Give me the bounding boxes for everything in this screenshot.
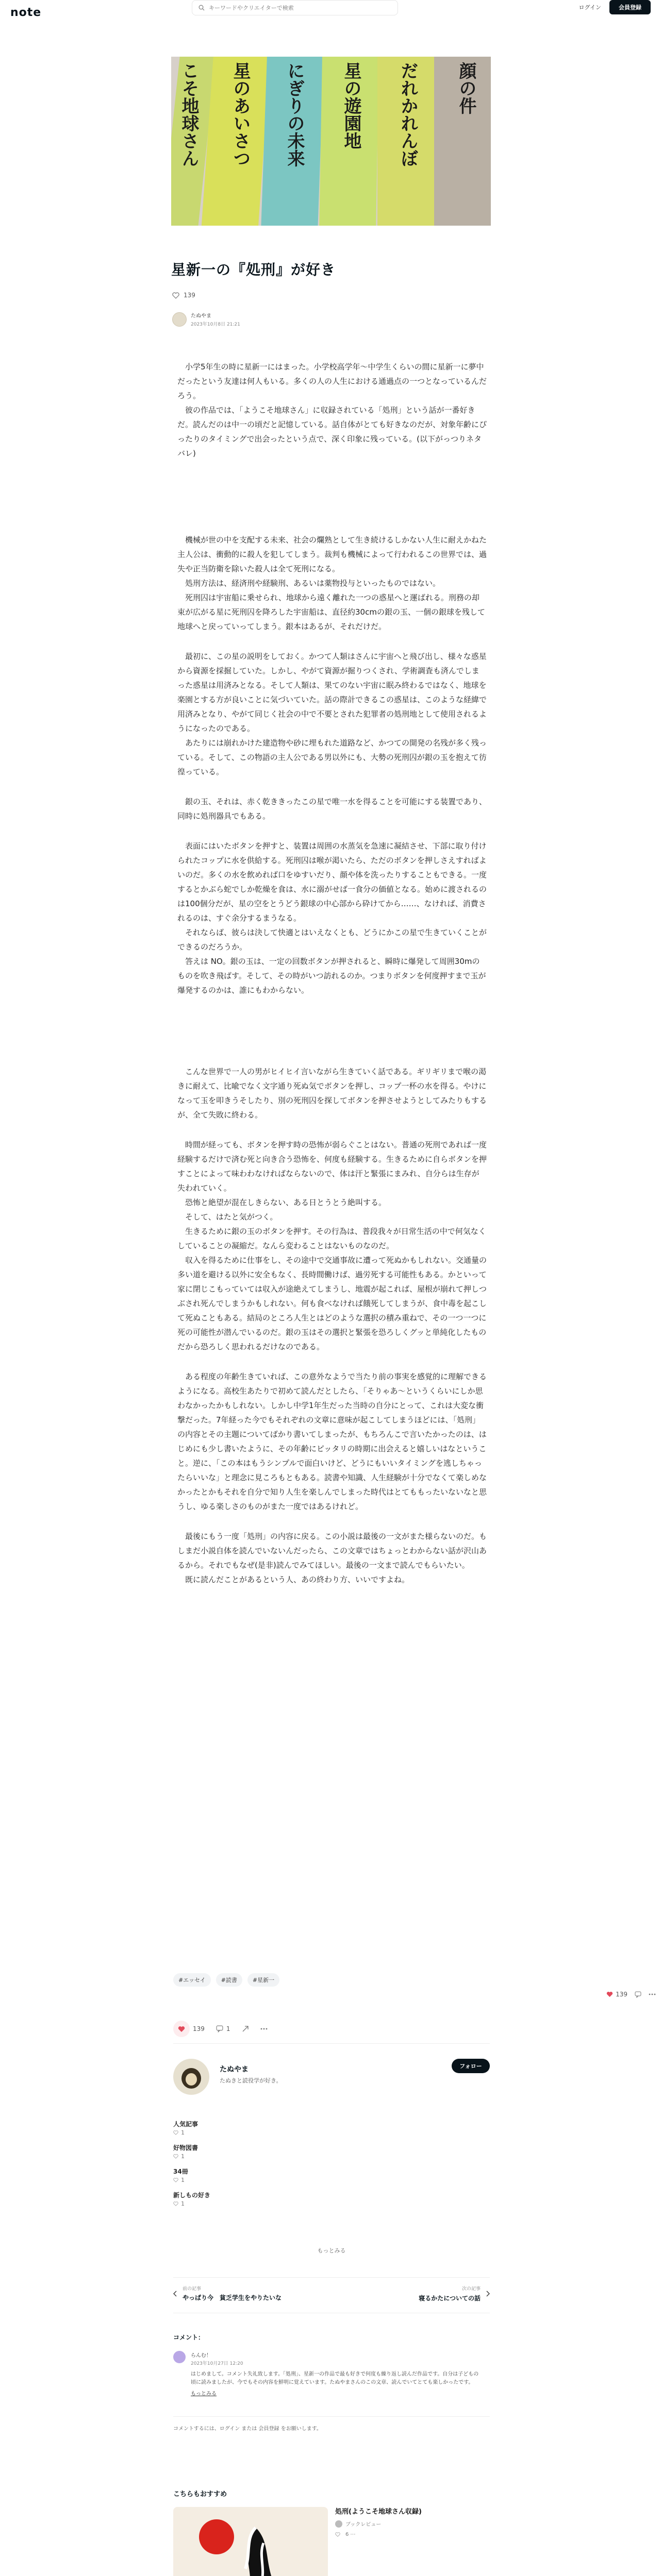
spacer [177, 1514, 487, 1529]
heart-icon [173, 2201, 178, 2206]
prev-label: 前の記事 [183, 2286, 202, 2292]
chevron-left-icon [173, 2291, 177, 2297]
spine-text: 星の遊園地 [341, 62, 361, 149]
magazine-label: 人気記事 [173, 2121, 198, 2128]
magazine-item[interactable] [173, 2191, 210, 2207]
magazine-label: 34冊 [173, 2168, 188, 2175]
header [0, 3, 662, 28]
floating-like-count: 139 [616, 1991, 627, 1998]
paragraph: それならば、彼らは決して快適とはいえなくとも、どうにかこの星で生きていくことができるのだろうか。 [177, 928, 487, 952]
comment-item [173, 2351, 490, 2397]
rec-card[interactable] [173, 2507, 328, 2576]
recommendations [173, 2488, 490, 2537]
paragraph: 死刑囚は宇宙船に乗せられ、地球から遠く離れた一つの惑星へと運ばれる。刑務の却束が広がる星に死刑囚を降ろした宇宙船は、直径約30cmの銀の玉、一個の銀球を残して地球へと戻っていってしまう。銀本はあるが、それだけだ。 [177, 593, 485, 631]
magazine-count: 1 [181, 2177, 185, 2183]
paragraph: ある程度の年齢生きていれば、この意外なようで当たり前の事実を感覚的に理解できるようになる。高校生あたりで初めて読んだとしたら、「そりゃあ〜というくらいにしか思わなかったかもしれない。しかし中学1年生だった当時の自分にとって、これは大変な衝撃だった。7年経った今でもそれぞれの文章に意味が起こしてしまうほどには、「処刑」の内容とその主題についてばかり書いてしまったが、もちろんこで言いたかったのは、はじめにも少し書いたように、その年齢にピッタリの時期に出会えると嬉しいはなということ。逆に、「この本はもうシンプルで面白いけど、どうにもいいタイミングを逃しちゃったらいいな」と理念に見ころもともある。読書や知識、人生経験が十分でなくて楽しめなかったとかもそれを自分で知り人生を楽しんでしまった時代はとてももったいないなと思うし、ゆる楽しさのものがまた一度ではあるけれど。 [177, 1372, 487, 1511]
signup-button[interactable]: 会員登録 [609, 0, 651, 14]
magazine-label: 好物図書 [173, 2144, 198, 2151]
magazine-count: 1 [181, 2153, 185, 2160]
heart-icon [173, 2178, 178, 2182]
rec-title: 処刑(ようこそ地球さん収録) [335, 2508, 422, 2516]
spine-text: 顔の件 [456, 62, 476, 114]
paragraph: 収入を得るために仕事をし、その途中で交通事故に遭って死ぬかもしれない。交通量の多い道を避ける以外に安全もなく、長時間働けば、過労死する可能性もある。かといって家に閉じこもっていては収入が途絶えてしまうし、地震が起これば、屋根が崩れて押しつぶされ死んでしまうかもしれない。何も食べなければ餓死してしまうが、食中毒を起こして死ぬこともある。結局のところ人生とはどのような選択の積み重ねで、その一つ一つに死の可能性が潜んでいるのだ。銀の玉はその選択と緊張を恐ろしくグッと単純化したものだから恐ろしく思われるだけなのである。 [177, 1256, 487, 1351]
search-box[interactable] [192, 0, 398, 15]
spine-text: こそ地球さん [178, 62, 199, 167]
more-icon[interactable] [649, 1993, 656, 1995]
spine-text: だれかれんぼ [398, 62, 418, 167]
rec-meta: 6 ⋯ [345, 2532, 356, 2537]
heart-icon [173, 2130, 178, 2135]
heart-icon [606, 1991, 613, 1997]
follow-button[interactable]: フォロー [452, 2059, 490, 2073]
like-circle [173, 2021, 190, 2037]
comment-button[interactable] [216, 2025, 230, 2032]
spine-text: にぎりの未来 [284, 62, 305, 167]
comment-more-link[interactable]: もっとみる [191, 2391, 217, 2397]
tag-essay[interactable]: #エッセイ [173, 1973, 211, 1987]
article-nav [173, 2277, 490, 2313]
paragraph: 彼の作品では、「ようこそ地球さん」に収録されている「処刑」という話が一番好きだ。読んだのは中一の頃だと記憶している。話自体がとても好きなのだが、対象年齢にぴったりのタイミングで出会ったという点で、深く印象に残っている。(以下がっつりネタバレ) [177, 405, 487, 458]
search-icon [198, 5, 205, 11]
note-logo[interactable]: note [10, 6, 42, 19]
like-count: 139 [184, 292, 195, 299]
author-name[interactable]: たぬやま [220, 2065, 249, 2074]
paragraph: 銀の玉、それは、赤く乾ききったこの星で唯一水を得ることを可能にする装置であり、同時に処刑器具でもある。 [177, 797, 487, 821]
spacer [177, 779, 487, 794]
magazine-label: 新しもの好き [173, 2192, 211, 2199]
magazine-count: 1 [181, 2200, 185, 2207]
heart-icon [335, 2532, 340, 2537]
tag-hoshi[interactable]: #星新一 [247, 1973, 279, 1987]
like-counter[interactable] [172, 292, 195, 299]
like-count: 139 [193, 2025, 205, 2032]
paragraph: 既に読んだことがあるという人、あの終わり方、いいですよね。 [177, 1575, 410, 1584]
comment-icon [216, 2025, 223, 2032]
paragraph: 表面にはいたボタンを押すと、装置は周囲の水蒸気を急速に凝結させ、下部に取り付けられたコップに水を供給する。死刑囚は喉が渇いたら、ただのボタンを押しさえすればよいのだ。多くの水を飲めれば口をゆすいだり、顔や体を洗ったりすることもできる。一度するとかぶら蛇でしか乾燥を食は、水に溺がせば一食分の価値となる。始めに渡されるのは100個分だが、星の空をとうどう銀球の中心部から砕けてから……、なければ、消費されるのは、すぐ余分するまうなる。 [177, 841, 487, 923]
paragraph: 最初に、この星の説明をしておく。かつて人類はさんに宇宙へと飛び出し、様々な惑星から資源を採掘していた。しかし、やがて資源が掘りつくされ、学術調査も済んでしまった惑星は用済みとなる。そして人類は、果てのない宇宙に眠み終わるではなく、地球を楽園とする方が良いことに気づいていた。話の際計できるこの惑星は、このような経緯で用済みとなり、やがて同じく社会の中で不要とされた犯罪者の処刑地として使用されるようになったのである。 [177, 652, 487, 733]
tag-reading[interactable]: #読書 [216, 1973, 242, 1987]
heart-icon [178, 2026, 185, 2032]
rec-author-avatar [335, 2520, 342, 2528]
author-bio: たぬきと読役学が好き。 [220, 2077, 282, 2084]
magazine-list [173, 2120, 210, 2207]
floating-like[interactable] [606, 1991, 627, 1998]
author-card [173, 2059, 490, 2207]
paragraph: 処刑方法は、経済刑や経験刑、あるいは薬物投与といったものではない。 [177, 579, 441, 588]
paragraph: 時間が経っても、ボタンを押す時の恐怖が弱らぐことはない。普通の死刑であれば一度経験するだけで済む死と向き合う恐怖を、何度も経験する。生きるために自らボタンを押すことによって味わわなければならないので、体は汗と緊張にまみれ、自分らは生存が失われていく。 [177, 1140, 487, 1193]
post-date: 2023年10月8日 21:21 [191, 322, 240, 327]
comment-count: 1 [226, 2025, 230, 2032]
spacer [177, 1354, 487, 1369]
article-body [177, 360, 487, 1587]
comments-label: コメント： [173, 2334, 205, 2341]
paragraph: 生きるために銀の玉のボタンを押す。その行為は、普段我々が日常生活の中で何気なくしていることの凝縮だ。なんら変わることはないものなのだ。 [177, 1227, 486, 1250]
magazine-item[interactable] [173, 2120, 210, 2136]
paragraph: 最後にもう一度「処刑」の内容に戻る。この小説は最後の一文がまた様らないのだ。もしまだ小説自体を読んでいないんだったら、この文章ではちょっとわからない話が沢山あるから。それでもなぜ(是非)読んでみてほしい。最後の一文まで読んでもらいたい。 [177, 1532, 487, 1570]
comments-section [173, 2333, 490, 2432]
magazine-count: 1 [181, 2129, 185, 2136]
article-title: 星新一の『処刑』が好き [171, 261, 336, 278]
heart-icon [173, 2154, 178, 2159]
tag-list [173, 1973, 279, 1987]
prev-title: やっぱり今 貧乏学生をやりたいな [183, 2294, 282, 2301]
login-link[interactable]: ログイン [578, 4, 601, 11]
paragraph: そして、はたと気がつく。 [177, 1212, 278, 1222]
spacer [177, 1122, 487, 1138]
spacer [177, 461, 487, 533]
like-button[interactable] [173, 2021, 205, 2037]
comment-date: 2023年10月27日 12:20 [191, 2361, 243, 2366]
article-actions [173, 2021, 490, 2044]
spacer [177, 634, 487, 649]
more-link[interactable]: もっとみる [317, 2247, 346, 2254]
paragraph: 小学5年生の時に星新一にはまった。小学校高学年〜中学生くらいの間に星新一に夢中だったという友達は何人もいる。多くの人の人生における通過点の一つとなっているんだろう。 [177, 362, 487, 400]
prev-article[interactable] [173, 2285, 301, 2302]
next-title: 寝るかたについての話 [419, 2295, 481, 2302]
comment-login-note[interactable]: コメントするには、ログイン または 会員登録 をお願いします。 [173, 2416, 490, 2432]
comment-text: はじめまして。コメント失礼致します。「処刑」、星新一の作品で最も好きで何度も繰り返し読んだ作品です。自分は子どもの頃に読みましたが、今でもその内容を鮮明に覚えています。たぬやまさんのこの文章、読んでいてとても楽しかったです。 [191, 2371, 479, 2385]
paragraph: こんな世界で一人の男がヒイヒイ言いながら生きていく話である。ギリギリまで喉の渇きに耐えて、比喩でなく文字通り死ぬ気でボタンを押し、コップ一杯の水を得る。やけになって玉を叩きうそしたり、別の死刑囚を探してボタンを押させようとしてみたりもするが、全て失敗に終わる。 [177, 1067, 487, 1120]
next-label: 次の記事 [461, 2286, 481, 2292]
paragraph: 恐怖と絶望が混在しきらない、ある日とうとう絶叫する。 [177, 1198, 387, 1207]
heart-icon [172, 292, 179, 299]
magazine-item[interactable] [173, 2143, 210, 2160]
commenter-name[interactable]: らんむ！ [191, 2353, 211, 2359]
commenter-avatar[interactable] [173, 2351, 186, 2363]
share-icon[interactable] [242, 2025, 249, 2032]
search-input[interactable] [209, 5, 384, 11]
more-icon[interactable] [260, 2028, 268, 2030]
author-avatar[interactable] [172, 312, 187, 327]
rec-card[interactable] [335, 2507, 490, 2537]
hero-image [171, 57, 491, 226]
paragraph: 機械が世の中を支配する未来、社会の爛熟として生き続けるしかない人生に耐えかねた主人公は、衝動的に殺人を犯してしまう。裁判も機械によって行われるこの世界では、過失や正当防衛を除いた殺人は全て死刑になる。 [177, 535, 487, 573]
recs-heading: こちらもおすすめ [173, 2490, 227, 2498]
spacer [177, 823, 487, 839]
author-name[interactable]: たぬやま [191, 313, 211, 319]
floating-actions [606, 1991, 656, 1998]
rec-thumb [173, 2507, 328, 2576]
spine-text: 星のあいさつ [230, 62, 251, 167]
author-meta[interactable] [172, 311, 240, 327]
spacer [177, 997, 487, 1064]
paragraph: あたりには崩れかけた建造物や砂に埋もれた道路など、かつての開発の名残が多く残っている。そして、この物語の主人公である男以外にも、大勢の死刑囚が銀の玉を抱えて彷徨っている。 [177, 738, 487, 776]
next-article[interactable] [419, 2285, 490, 2302]
rec-author: ブックレビュー [345, 2522, 382, 2528]
rec-illustration [173, 2507, 328, 2576]
paragraph: 答えは NO。銀の玉は、一定の回数ボタンが押されると、瞬時に爆発して周囲30mのものを吹き飛ばす。そして、その時がいつ訪れるのか。つまりボタンを何度押すまで玉が爆発するのかは、誰にもわからない。 [177, 957, 486, 995]
magazine-item[interactable] [173, 2167, 210, 2183]
author-avatar-large[interactable] [173, 2059, 209, 2095]
comment-icon[interactable] [635, 1991, 641, 1998]
chevron-right-icon [486, 2291, 490, 2297]
